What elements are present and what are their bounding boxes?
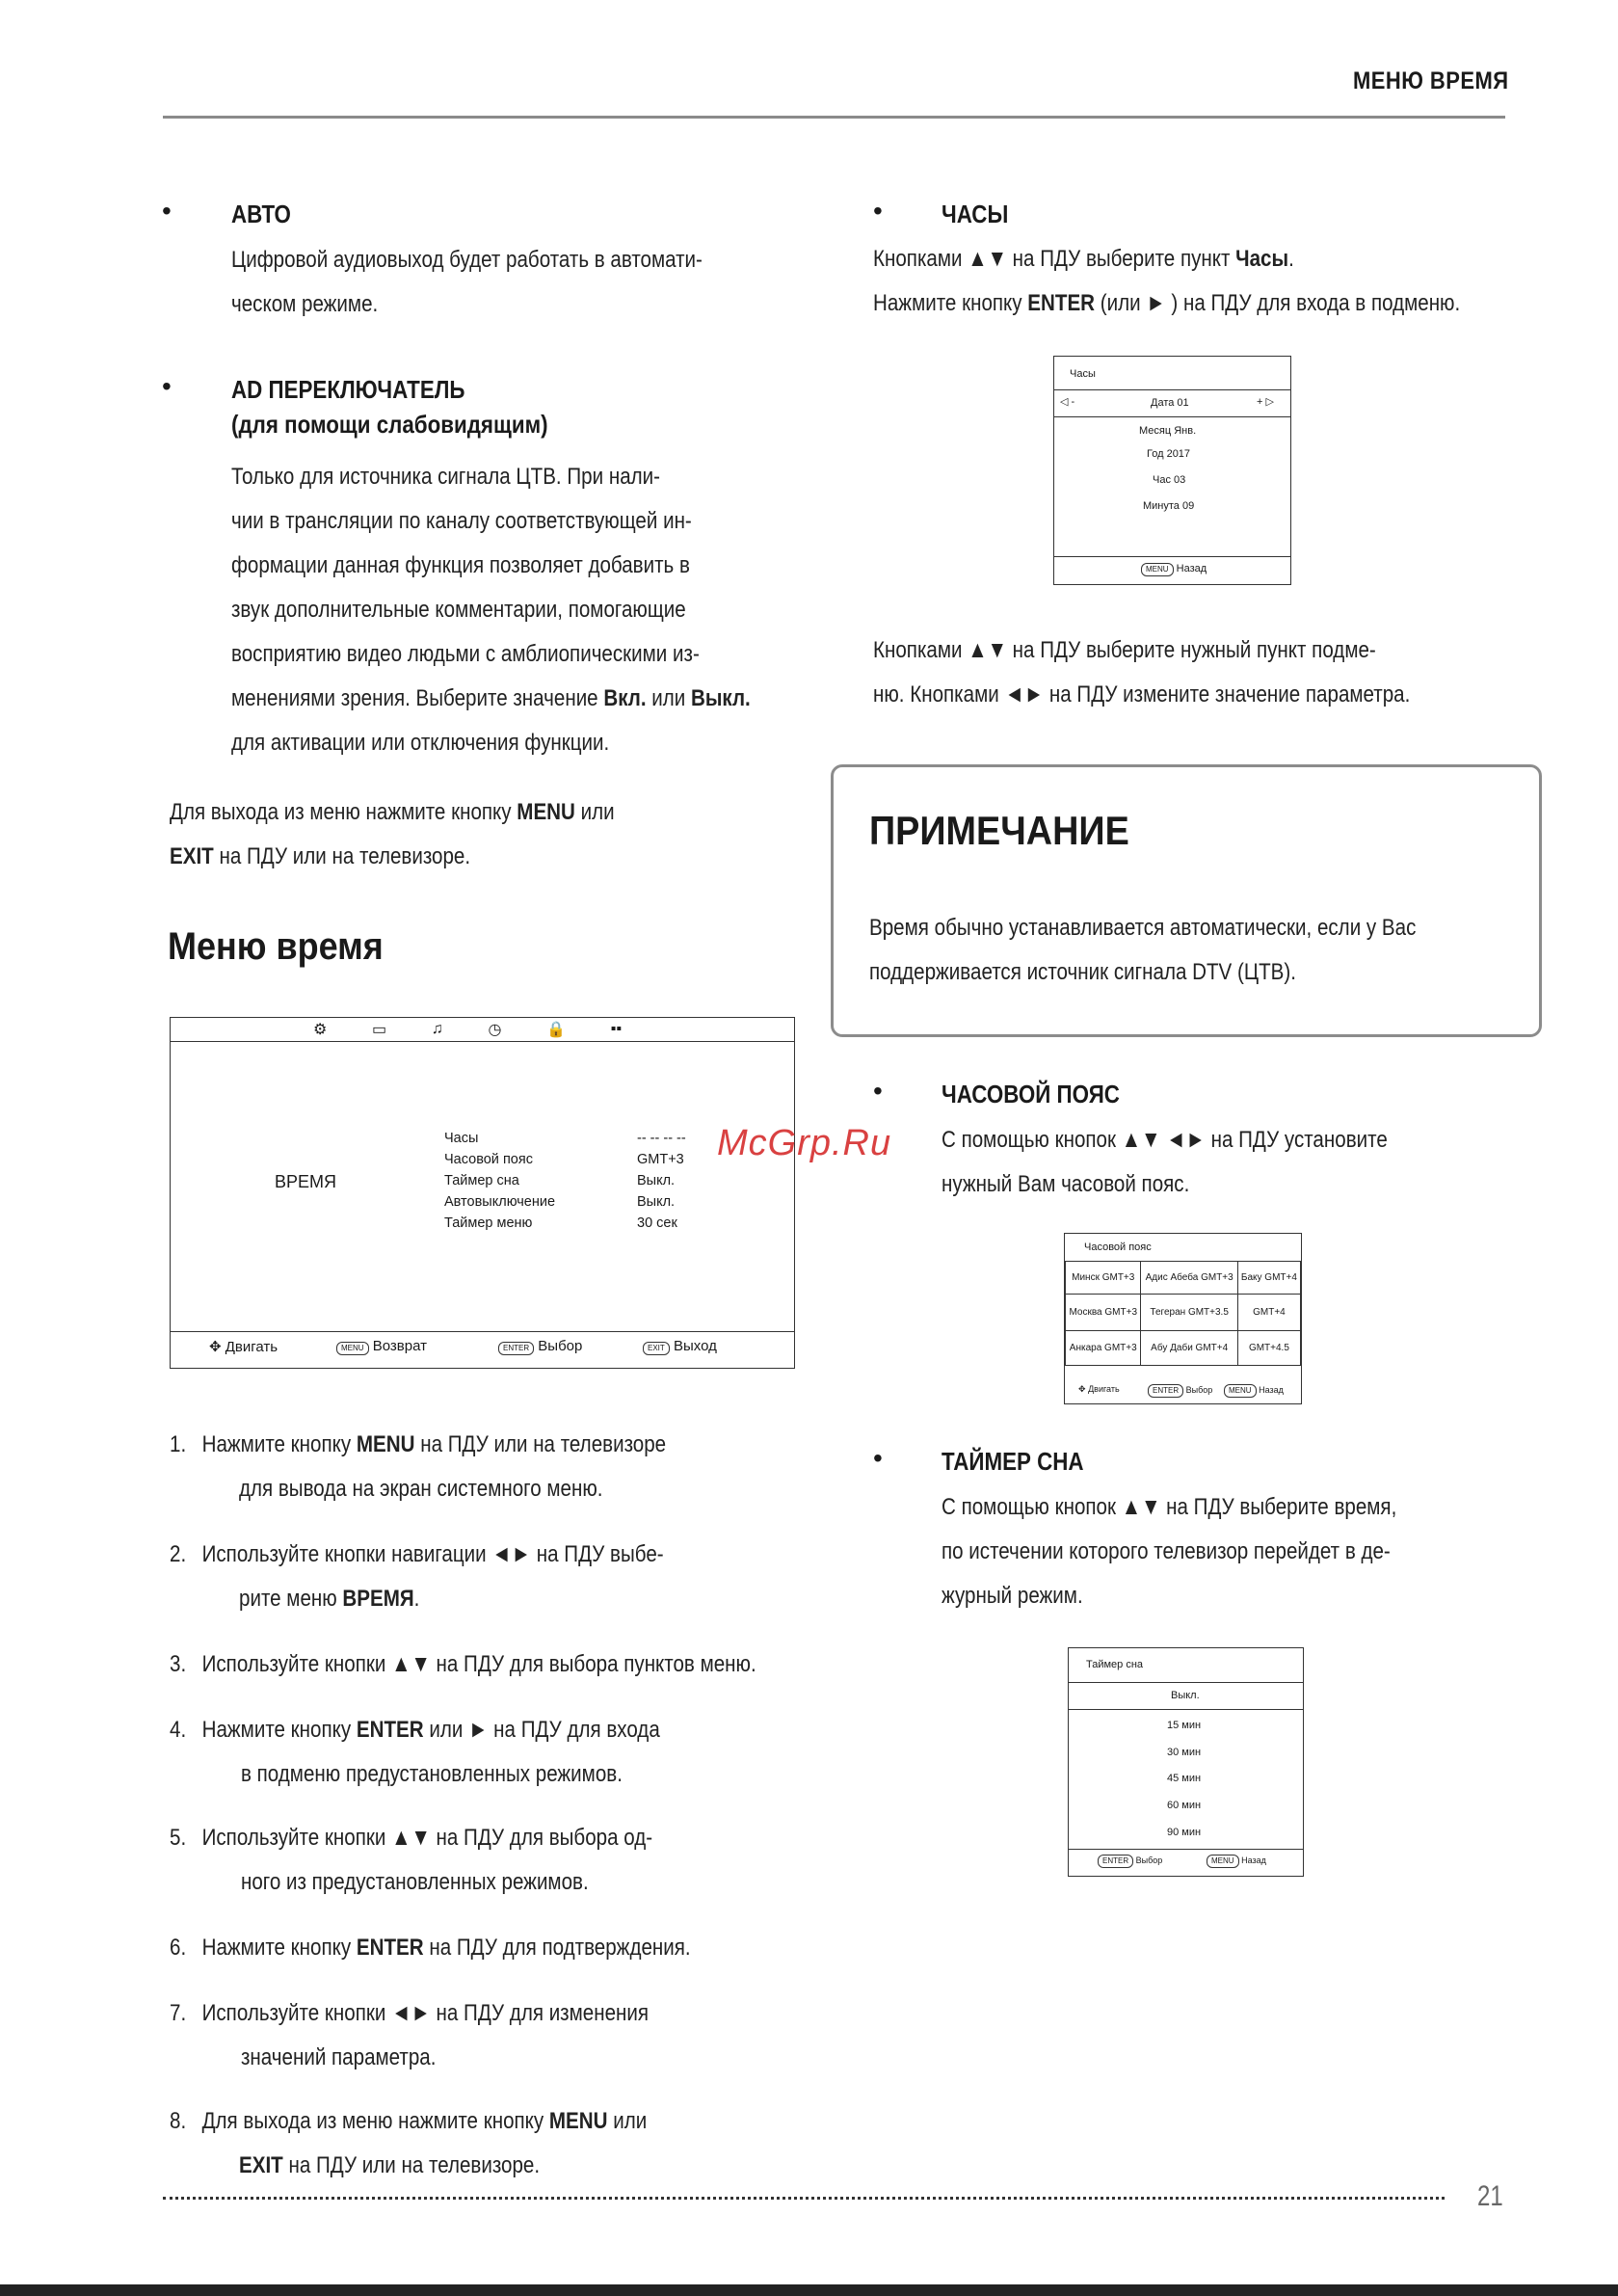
move-icon: ✥ [1078,1384,1086,1394]
step-2-cont: рите меню ВРЕМЯ. [239,1586,420,1612]
tv-icon[interactable]: ▭ [372,1022,387,1038]
clock-icon[interactable]: ◷ [488,1022,502,1038]
lock-icon[interactable]: 🔒 [546,1022,566,1038]
exit-note-2: EXIT на ПДУ или на телевизоре. [170,843,471,869]
ad-text-3: формации данная функция позволяет добавить в [231,552,690,578]
auto-text-2: ческом режиме. [231,291,379,317]
sleep-option[interactable]: 60 мин [1167,1800,1202,1811]
sleep-footer-back: MENU Назад [1207,1855,1266,1868]
step-5-cont: ного из предустановленных режимов. [241,1869,589,1895]
tz-cell[interactable]: Адис Абеба GMT+3 [1141,1262,1237,1295]
step-7: 7. Используйте кнопки ◄► на ПДУ для изменения [170,2000,650,2026]
sleep-option[interactable]: 15 мин [1167,1720,1202,1731]
sleep-text-2: по истечении которого телевизор перейдет в де- [942,1538,1391,1564]
sleep-submenu [1068,1647,1304,1877]
section-title: Меню время [168,925,384,968]
header-divider [163,116,1505,119]
step-4: 4. Нажмите кнопку ENTER или ► на ПДУ для входа [170,1717,660,1743]
bullet: • [873,1076,883,1106]
osd-footer-back: MENU Возврат [336,1338,427,1355]
tz-cell[interactable]: Москва GMT+3 [1066,1295,1141,1331]
left-arrow-icon[interactable]: ◁ - [1060,396,1075,408]
clock-after-1: Кнопками ▲▼ на ПДУ выберите нужный пункт подме- [873,637,1376,663]
bullet: • [873,1443,883,1473]
ad-text-7: для активации или отключения функции. [231,730,610,756]
tz-cell[interactable]: Абу Даби GMT+4 [1141,1331,1237,1366]
watermark: McGrp.Ru [717,1123,892,1163]
clock-text-2: Нажмите кнопку ENTER (или ► ) на ПДУ для входа в подменю. [873,290,1461,316]
sleep-submenu-title: Таймер сна [1086,1659,1144,1670]
tz-footer-back: MENU Назад [1224,1384,1284,1398]
step-4-cont: в подменю предустановленных режимов. [241,1761,623,1787]
clock-submenu-title: Часы [1070,368,1096,380]
tz-cell[interactable]: Анкара GMT+3 [1066,1331,1141,1366]
step-2: 2. Используйте кнопки навигации ◄► на ПДУ выбе- [170,1541,664,1567]
timezone-text-2: нужный Вам часовой пояс. [942,1171,1190,1197]
tz-footer-select: ENTER Выбор [1148,1384,1212,1398]
tz-cell[interactable]: Тегеран GMT+3.5 [1141,1295,1237,1331]
step-1: 1. Нажмите кнопку MENU на ПДУ или на телевизоре [170,1431,667,1457]
ad-text-5: восприятию видео людьми с амблиопическими из- [231,641,700,667]
music-icon[interactable]: ♫ [431,1021,443,1037]
osd-footer-move: ✥ Двигать [209,1339,279,1355]
clock-year[interactable]: Год 2017 [1147,448,1191,460]
note-text-1: Время обычно устанавливается автоматически, если у Вас [869,915,1417,941]
osd-icon-bar [313,1018,622,1041]
osd-item-autooff[interactable]: Автовыключение Выкл. [444,1194,676,1210]
osd-item-sleep[interactable]: Таймер сна Выкл. [444,1173,676,1188]
bullet: • [873,196,883,226]
page-header-title: МЕНЮ ВРЕМЯ [1352,67,1508,94]
clock-after-2: ню. Кнопками ◄► на ПДУ измените значение параметра. [873,681,1411,707]
note-box [831,764,1542,1037]
tz-cell[interactable]: Минск GMT+3 [1066,1262,1141,1295]
timezone-submenu-title: Часовой пояс [1084,1241,1152,1253]
sleep-title: ТАЙМЕР СНА [942,1447,1084,1476]
step-6: 6. Нажмите кнопку ENTER на ПДУ для подтверждения. [170,1935,691,1961]
ad-text-6: менениями зрения. Выберите значение Вкл. или Выкл. [231,685,751,711]
sleep-text-1: С помощью кнопок ▲▼ на ПДУ выберите время, [942,1494,1397,1520]
ad-text-2: чии в трансляции по каналу соответствующей ин- [231,508,692,534]
tz-cell[interactable]: GMT+4.5 [1237,1331,1300,1366]
step-7-cont: значений параметра. [241,2044,437,2070]
bottom-edge [0,2284,1618,2296]
clock-month[interactable]: Месяц Янв. [1139,425,1197,437]
clock-text-1: Кнопками ▲▼ на ПДУ выберите пункт Часы. [873,246,1294,272]
sleep-option[interactable]: 30 мин [1167,1747,1202,1758]
timezone-text-1: С помощью кнопок ▲▼ ◄► на ПДУ установите [942,1127,1388,1153]
timezone-title: ЧАСОВОЙ ПОЯС [942,1080,1120,1108]
osd-item-menu-timer[interactable]: Таймер меню 30 сек [444,1215,677,1231]
timezone-grid [1065,1261,1301,1366]
move-icon: ✥ [209,1339,222,1355]
clock-date[interactable]: Дата 01 [1151,397,1189,409]
osd-time-menu [170,1017,795,1369]
osd-item-timezone[interactable]: Часовой пояс GMT+3 [444,1152,684,1167]
bullet: • [162,371,172,401]
step-8-cont: EXIT на ПДУ или на телевизоре. [239,2152,541,2178]
timezone-submenu [1064,1233,1302,1404]
tz-cell[interactable]: GMT+4 [1237,1295,1300,1331]
step-8: 8. Для выхода из меню нажмите кнопку MENU или [170,2108,648,2134]
osd-items [444,1128,704,1234]
clock-submenu-back: MENU Назад [1141,563,1207,576]
step-1-cont: для вывода на экран системного меню. [239,1476,603,1502]
note-title: ПРИМЕЧАНИЕ [869,808,1129,853]
osd-footer-exit: EXIT Выход [643,1338,717,1355]
auto-text-1: Цифровой аудиовыход будет работать в автомати- [231,247,703,273]
clock-hour[interactable]: Час 03 [1153,474,1186,486]
step-3: 3. Используйте кнопки ▲▼ на ПДУ для выбора пунктов меню. [170,1651,756,1677]
note-text-2: поддерживается источник сигнала DTV (ЦТВ). [869,959,1296,985]
bullet: • [162,196,172,226]
tz-cell[interactable]: Баку GMT+4 [1237,1262,1300,1295]
sleep-selected[interactable]: Выкл. [1171,1690,1200,1701]
footer-dotted-rule [163,2197,1445,2200]
auto-title: АВТО [231,200,291,228]
sleep-footer-select: ENTER Выбор [1098,1855,1162,1868]
apps-icon[interactable]: ▪▪ [610,1021,622,1037]
ad-title: AD ПЕРЕКЛЮЧАТЕЛЬ [231,375,465,404]
osd-item-clock[interactable]: Часы -- -- -- -- [444,1131,686,1146]
right-arrow-icon[interactable]: + ▷ [1257,396,1274,408]
sleep-option[interactable]: 90 мин [1167,1827,1202,1838]
ad-text-1: Только для источника сигнала ЦТВ. При нали- [231,464,661,490]
ad-text-4: звук дополнительные комментарии, помогающие [231,597,686,623]
clock-minute[interactable]: Минута 09 [1143,500,1195,512]
gear-icon[interactable]: ⚙ [313,1022,328,1038]
osd-left-label: ВРЕМЯ [275,1172,337,1191]
ad-subtitle: (для помощи слабовидящим) [231,410,548,439]
sleep-text-3: журный режим. [942,1583,1083,1609]
step-5: 5. Используйте кнопки ▲▼ на ПДУ для выбора од- [170,1825,653,1851]
exit-note-1: Для выхода из меню нажмите кнопку MENU или [170,799,615,825]
sleep-option[interactable]: 45 мин [1167,1773,1202,1784]
tz-footer-move: ✥ Двигать [1078,1384,1120,1394]
page-number: 21 [1477,2180,1503,2212]
clock-submenu [1053,356,1291,585]
clock-title: ЧАСЫ [942,200,1009,228]
osd-footer-select: ENTER Выбор [498,1338,582,1355]
